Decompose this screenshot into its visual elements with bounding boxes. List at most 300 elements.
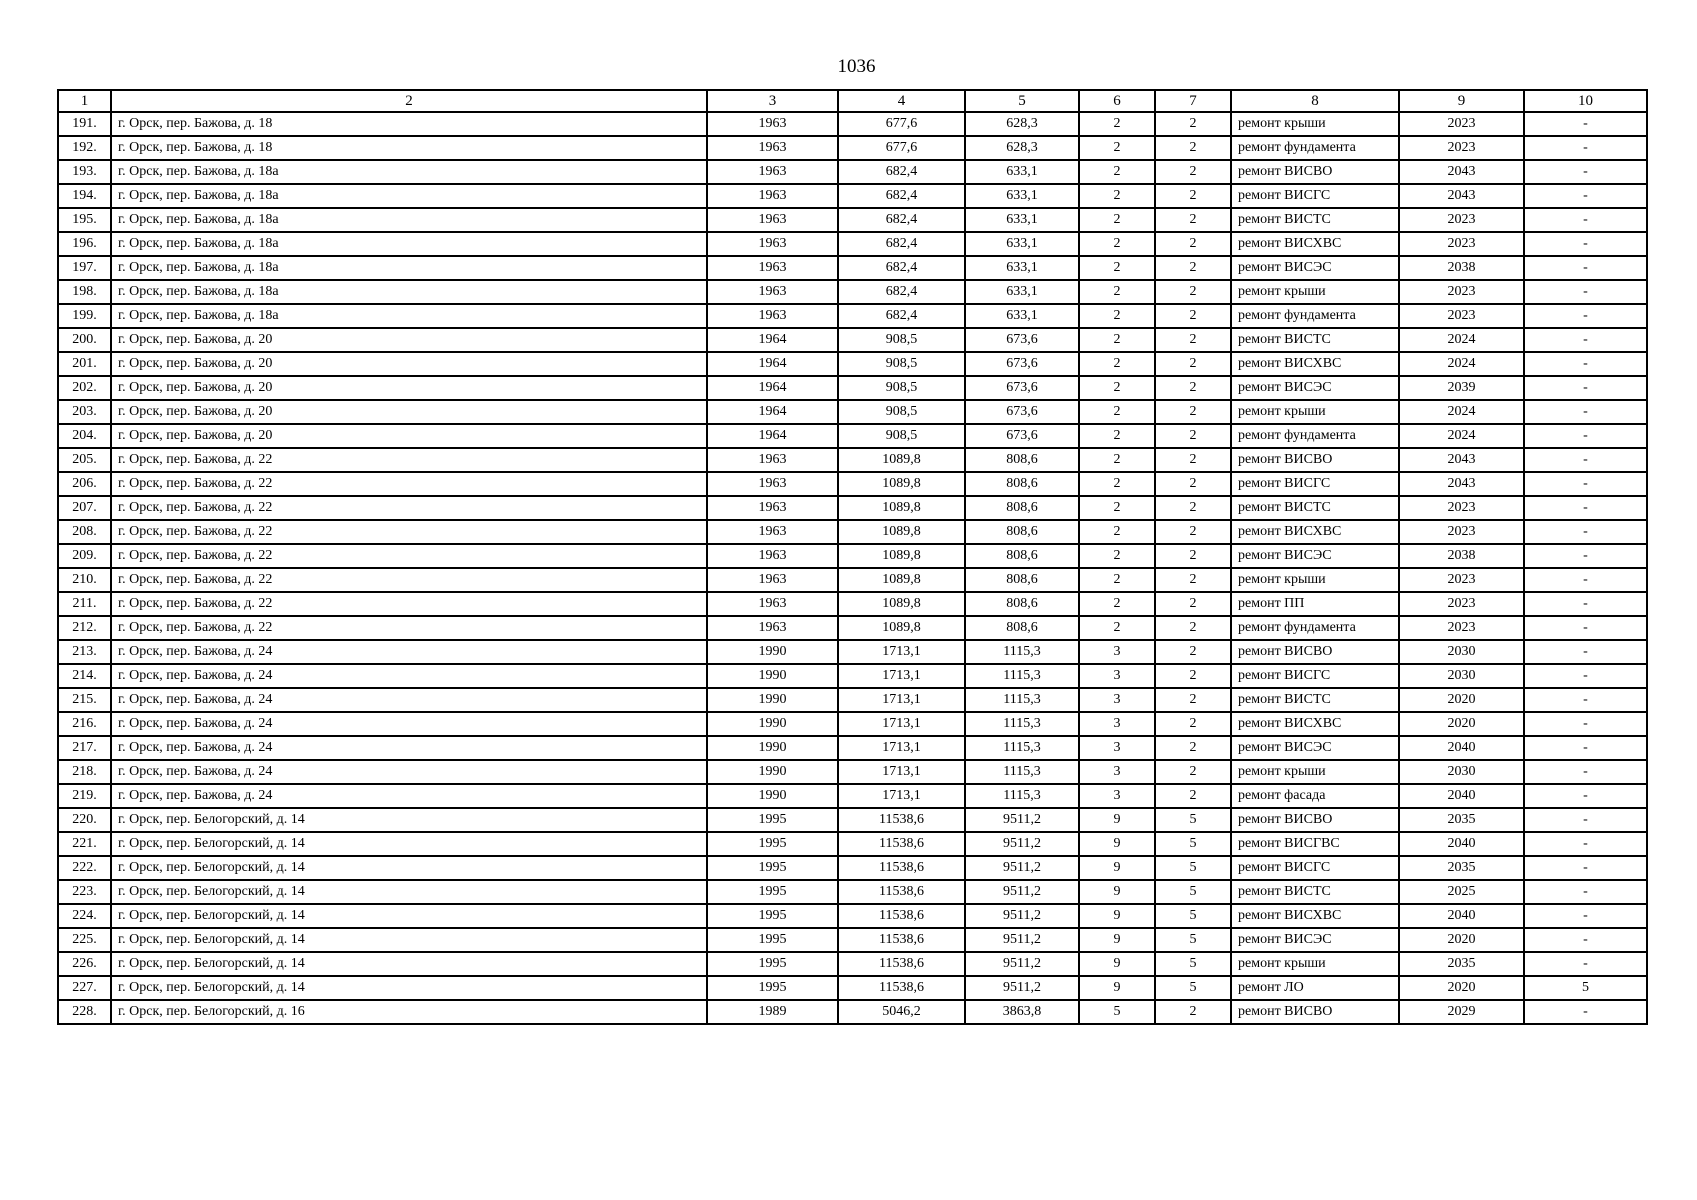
work-type-cell: ремонт ВИСГС xyxy=(1231,856,1399,880)
address-cell: г. Орск, пер. Бажова, д. 22 xyxy=(111,448,707,472)
row-number-cell: 211. xyxy=(58,592,111,616)
build-year-cell: 1963 xyxy=(707,304,838,328)
total-area-cell: 1713,1 xyxy=(838,712,965,736)
living-area-cell: 9511,2 xyxy=(965,976,1079,1000)
address-cell: г. Орск, пер. Бажова, д. 18а xyxy=(111,208,707,232)
planned-year-cell: 2023 xyxy=(1399,232,1524,256)
planned-year-cell: 2023 xyxy=(1399,208,1524,232)
table-row xyxy=(58,376,1647,400)
address-cell: г. Орск, пер. Бажова, д. 24 xyxy=(111,712,707,736)
planned-year-cell: 2043 xyxy=(1399,160,1524,184)
col-10-value-cell: - xyxy=(1524,376,1647,400)
living-area-cell: 9511,2 xyxy=(965,880,1079,904)
entrances-cell: 2 xyxy=(1155,520,1231,544)
table-row xyxy=(58,592,1647,616)
build-year-cell: 1995 xyxy=(707,880,838,904)
col-10-value-cell: - xyxy=(1524,472,1647,496)
living-area-cell: 808,6 xyxy=(965,496,1079,520)
address-cell: г. Орск, пер. Бажова, д. 20 xyxy=(111,400,707,424)
entrances-cell: 2 xyxy=(1155,208,1231,232)
row-number-cell: 222. xyxy=(58,856,111,880)
address-cell: г. Орск, пер. Белогорский, д. 14 xyxy=(111,952,707,976)
header-col-4: 4 xyxy=(838,90,965,112)
floors-cell: 9 xyxy=(1079,904,1155,928)
entrances-cell: 2 xyxy=(1155,736,1231,760)
table-row xyxy=(58,448,1647,472)
table-row xyxy=(58,928,1647,952)
table-row xyxy=(58,832,1647,856)
row-number-cell: 199. xyxy=(58,304,111,328)
table-row xyxy=(58,616,1647,640)
address-cell: г. Орск, пер. Бажова, д. 24 xyxy=(111,736,707,760)
work-type-cell: ремонт ВИСХВС xyxy=(1231,712,1399,736)
address-cell: г. Орск, пер. Бажова, д. 22 xyxy=(111,520,707,544)
floors-cell: 2 xyxy=(1079,256,1155,280)
col-10-value-cell: - xyxy=(1524,784,1647,808)
floors-cell: 2 xyxy=(1079,280,1155,304)
work-type-cell: ремонт ЛО xyxy=(1231,976,1399,1000)
row-number-cell: 191. xyxy=(58,112,111,136)
page-number: 1036 xyxy=(837,56,876,77)
work-type-cell: ремонт крыши xyxy=(1231,760,1399,784)
total-area-cell: 1089,8 xyxy=(838,568,965,592)
row-number-cell: 216. xyxy=(58,712,111,736)
row-number-cell: 221. xyxy=(58,832,111,856)
table-row xyxy=(58,856,1647,880)
row-number-cell: 214. xyxy=(58,664,111,688)
work-type-cell: ремонт крыши xyxy=(1231,400,1399,424)
work-type-cell: ремонт крыши xyxy=(1231,112,1399,136)
total-area-cell: 1713,1 xyxy=(838,760,965,784)
address-cell: г. Орск, пер. Белогорский, д. 14 xyxy=(111,904,707,928)
total-area-cell: 1089,8 xyxy=(838,448,965,472)
total-area-cell: 1089,8 xyxy=(838,544,965,568)
floors-cell: 2 xyxy=(1079,568,1155,592)
build-year-cell: 1964 xyxy=(707,352,838,376)
address-cell: г. Орск, пер. Бажова, д. 22 xyxy=(111,592,707,616)
table-row xyxy=(58,664,1647,688)
table-row xyxy=(58,976,1647,1000)
address-cell: г. Орск, пер. Белогорский, д. 14 xyxy=(111,928,707,952)
work-type-cell: ремонт ВИСЭС xyxy=(1231,544,1399,568)
address-cell: г. Орск, пер. Бажова, д. 18а xyxy=(111,280,707,304)
col-10-value-cell: - xyxy=(1524,856,1647,880)
living-area-cell: 633,1 xyxy=(965,280,1079,304)
col-10-value-cell: - xyxy=(1524,304,1647,328)
work-type-cell: ремонт ВИСГС xyxy=(1231,664,1399,688)
table-row xyxy=(58,400,1647,424)
table-row xyxy=(58,328,1647,352)
row-number-cell: 197. xyxy=(58,256,111,280)
entrances-cell: 2 xyxy=(1155,640,1231,664)
header-col-3: 3 xyxy=(707,90,838,112)
registry-table xyxy=(57,89,1648,1025)
floors-cell: 2 xyxy=(1079,592,1155,616)
row-number-cell: 202. xyxy=(58,376,111,400)
table-body xyxy=(58,112,1647,1024)
row-number-cell: 210. xyxy=(58,568,111,592)
living-area-cell: 633,1 xyxy=(965,160,1079,184)
table-row xyxy=(58,424,1647,448)
header-col-8: 8 xyxy=(1231,90,1399,112)
address-cell: г. Орск, пер. Белогорский, д. 16 xyxy=(111,1000,707,1024)
col-10-value-cell: - xyxy=(1524,880,1647,904)
header-col-1: 1 xyxy=(58,90,111,112)
total-area-cell: 1713,1 xyxy=(838,688,965,712)
floors-cell: 2 xyxy=(1079,544,1155,568)
planned-year-cell: 2020 xyxy=(1399,688,1524,712)
row-number-cell: 195. xyxy=(58,208,111,232)
total-area-cell: 908,5 xyxy=(838,400,965,424)
row-number-cell: 217. xyxy=(58,736,111,760)
row-number-cell: 224. xyxy=(58,904,111,928)
total-area-cell: 682,4 xyxy=(838,184,965,208)
planned-year-cell: 2020 xyxy=(1399,712,1524,736)
planned-year-cell: 2035 xyxy=(1399,952,1524,976)
row-number-cell: 212. xyxy=(58,616,111,640)
work-type-cell: ремонт ВИСТС xyxy=(1231,328,1399,352)
col-10-value-cell: - xyxy=(1524,640,1647,664)
entrances-cell: 5 xyxy=(1155,952,1231,976)
entrances-cell: 5 xyxy=(1155,832,1231,856)
col-10-value-cell: - xyxy=(1524,496,1647,520)
entrances-cell: 5 xyxy=(1155,880,1231,904)
living-area-cell: 673,6 xyxy=(965,328,1079,352)
address-cell: г. Орск, пер. Бажова, д. 22 xyxy=(111,496,707,520)
planned-year-cell: 2040 xyxy=(1399,904,1524,928)
floors-cell: 2 xyxy=(1079,208,1155,232)
entrances-cell: 2 xyxy=(1155,784,1231,808)
col-10-value-cell: - xyxy=(1524,280,1647,304)
planned-year-cell: 2023 xyxy=(1399,568,1524,592)
col-10-value-cell: - xyxy=(1524,184,1647,208)
build-year-cell: 1963 xyxy=(707,136,838,160)
living-area-cell: 3863,8 xyxy=(965,1000,1079,1024)
work-type-cell: ремонт крыши xyxy=(1231,952,1399,976)
living-area-cell: 1115,3 xyxy=(965,736,1079,760)
planned-year-cell: 2023 xyxy=(1399,496,1524,520)
entrances-cell: 2 xyxy=(1155,712,1231,736)
col-10-value-cell: - xyxy=(1524,952,1647,976)
table-row xyxy=(58,736,1647,760)
total-area-cell: 11538,6 xyxy=(838,952,965,976)
build-year-cell: 1990 xyxy=(707,688,838,712)
table-header xyxy=(58,90,1647,112)
planned-year-cell: 2023 xyxy=(1399,304,1524,328)
total-area-cell: 677,6 xyxy=(838,112,965,136)
table-row xyxy=(58,496,1647,520)
living-area-cell: 9511,2 xyxy=(965,856,1079,880)
planned-year-cell: 2038 xyxy=(1399,544,1524,568)
floors-cell: 2 xyxy=(1079,112,1155,136)
build-year-cell: 1963 xyxy=(707,184,838,208)
work-type-cell: ремонт крыши xyxy=(1231,280,1399,304)
living-area-cell: 673,6 xyxy=(965,376,1079,400)
address-cell: г. Орск, пер. Бажова, д. 20 xyxy=(111,328,707,352)
build-year-cell: 1963 xyxy=(707,616,838,640)
floors-cell: 9 xyxy=(1079,832,1155,856)
table-row xyxy=(58,184,1647,208)
floors-cell: 2 xyxy=(1079,328,1155,352)
planned-year-cell: 2020 xyxy=(1399,976,1524,1000)
row-number-cell: 207. xyxy=(58,496,111,520)
row-number-cell: 228. xyxy=(58,1000,111,1024)
build-year-cell: 1964 xyxy=(707,424,838,448)
col-10-value-cell: - xyxy=(1524,736,1647,760)
col-10-value-cell: - xyxy=(1524,232,1647,256)
planned-year-cell: 2030 xyxy=(1399,760,1524,784)
total-area-cell: 11538,6 xyxy=(838,832,965,856)
build-year-cell: 1963 xyxy=(707,160,838,184)
address-cell: г. Орск, пер. Белогорский, д. 14 xyxy=(111,976,707,1000)
entrances-cell: 2 xyxy=(1155,544,1231,568)
work-type-cell: ремонт ВИСВО xyxy=(1231,1000,1399,1024)
floors-cell: 3 xyxy=(1079,640,1155,664)
living-area-cell: 673,6 xyxy=(965,400,1079,424)
living-area-cell: 1115,3 xyxy=(965,688,1079,712)
build-year-cell: 1995 xyxy=(707,928,838,952)
table-row xyxy=(58,784,1647,808)
planned-year-cell: 2024 xyxy=(1399,328,1524,352)
row-number-cell: 225. xyxy=(58,928,111,952)
col-10-value-cell: - xyxy=(1524,328,1647,352)
planned-year-cell: 2040 xyxy=(1399,832,1524,856)
total-area-cell: 677,6 xyxy=(838,136,965,160)
entrances-cell: 2 xyxy=(1155,472,1231,496)
build-year-cell: 1995 xyxy=(707,976,838,1000)
address-cell: г. Орск, пер. Бажова, д. 22 xyxy=(111,616,707,640)
total-area-cell: 5046,2 xyxy=(838,1000,965,1024)
header-row xyxy=(58,90,1647,112)
build-year-cell: 1995 xyxy=(707,808,838,832)
living-area-cell: 9511,2 xyxy=(965,832,1079,856)
table-row xyxy=(58,904,1647,928)
row-number-cell: 193. xyxy=(58,160,111,184)
build-year-cell: 1995 xyxy=(707,832,838,856)
living-area-cell: 1115,3 xyxy=(965,640,1079,664)
work-type-cell: ремонт ВИСЭС xyxy=(1231,256,1399,280)
work-type-cell: ремонт ВИСТС xyxy=(1231,688,1399,712)
table-row xyxy=(58,136,1647,160)
build-year-cell: 1964 xyxy=(707,376,838,400)
floors-cell: 9 xyxy=(1079,928,1155,952)
planned-year-cell: 2024 xyxy=(1399,400,1524,424)
address-cell: г. Орск, пер. Бажова, д. 22 xyxy=(111,544,707,568)
header-col-9: 9 xyxy=(1399,90,1524,112)
col-10-value-cell: - xyxy=(1524,568,1647,592)
row-number-cell: 196. xyxy=(58,232,111,256)
address-cell: г. Орск, пер. Бажова, д. 20 xyxy=(111,352,707,376)
table-row xyxy=(58,208,1647,232)
work-type-cell: ремонт ВИСГВС xyxy=(1231,832,1399,856)
work-type-cell: ремонт ПП xyxy=(1231,592,1399,616)
total-area-cell: 908,5 xyxy=(838,352,965,376)
row-number-cell: 213. xyxy=(58,640,111,664)
work-type-cell: ремонт ВИСХВС xyxy=(1231,520,1399,544)
table-row xyxy=(58,880,1647,904)
row-number-cell: 194. xyxy=(58,184,111,208)
living-area-cell: 633,1 xyxy=(965,208,1079,232)
work-type-cell: ремонт ВИСВО xyxy=(1231,808,1399,832)
entrances-cell: 2 xyxy=(1155,112,1231,136)
entrances-cell: 2 xyxy=(1155,400,1231,424)
row-number-cell: 226. xyxy=(58,952,111,976)
work-type-cell: ремонт фундамента xyxy=(1231,304,1399,328)
floors-cell: 3 xyxy=(1079,736,1155,760)
col-10-value-cell: - xyxy=(1524,832,1647,856)
row-number-cell: 201. xyxy=(58,352,111,376)
col-10-value-cell: - xyxy=(1524,256,1647,280)
build-year-cell: 1963 xyxy=(707,472,838,496)
row-number-cell: 192. xyxy=(58,136,111,160)
entrances-cell: 5 xyxy=(1155,808,1231,832)
table-row xyxy=(58,256,1647,280)
total-area-cell: 682,4 xyxy=(838,208,965,232)
entrances-cell: 2 xyxy=(1155,256,1231,280)
planned-year-cell: 2043 xyxy=(1399,448,1524,472)
planned-year-cell: 2023 xyxy=(1399,280,1524,304)
living-area-cell: 9511,2 xyxy=(965,904,1079,928)
col-10-value-cell: - xyxy=(1524,112,1647,136)
planned-year-cell: 2023 xyxy=(1399,520,1524,544)
build-year-cell: 1963 xyxy=(707,232,838,256)
living-area-cell: 808,6 xyxy=(965,568,1079,592)
work-type-cell: ремонт ВИСТС xyxy=(1231,208,1399,232)
entrances-cell: 2 xyxy=(1155,328,1231,352)
living-area-cell: 628,3 xyxy=(965,112,1079,136)
work-type-cell: ремонт фундамента xyxy=(1231,616,1399,640)
planned-year-cell: 2025 xyxy=(1399,880,1524,904)
address-cell: г. Орск, пер. Бажова, д. 20 xyxy=(111,376,707,400)
table-row xyxy=(58,712,1647,736)
table-row xyxy=(58,280,1647,304)
address-cell: г. Орск, пер. Бажова, д. 18а xyxy=(111,184,707,208)
floors-cell: 2 xyxy=(1079,304,1155,328)
work-type-cell: ремонт ВИСЭС xyxy=(1231,928,1399,952)
planned-year-cell: 2040 xyxy=(1399,736,1524,760)
row-number-cell: 205. xyxy=(58,448,111,472)
table-row xyxy=(58,112,1647,136)
floors-cell: 3 xyxy=(1079,784,1155,808)
planned-year-cell: 2023 xyxy=(1399,592,1524,616)
living-area-cell: 808,6 xyxy=(965,592,1079,616)
total-area-cell: 11538,6 xyxy=(838,928,965,952)
living-area-cell: 9511,2 xyxy=(965,952,1079,976)
work-type-cell: ремонт ВИСВО xyxy=(1231,160,1399,184)
total-area-cell: 1713,1 xyxy=(838,640,965,664)
build-year-cell: 1963 xyxy=(707,448,838,472)
planned-year-cell: 2023 xyxy=(1399,112,1524,136)
col-10-value-cell: - xyxy=(1524,664,1647,688)
table-row xyxy=(58,160,1647,184)
entrances-cell: 2 xyxy=(1155,160,1231,184)
total-area-cell: 682,4 xyxy=(838,256,965,280)
entrances-cell: 2 xyxy=(1155,568,1231,592)
row-number-cell: 219. xyxy=(58,784,111,808)
entrances-cell: 2 xyxy=(1155,760,1231,784)
work-type-cell: ремонт фундамента xyxy=(1231,136,1399,160)
planned-year-cell: 2043 xyxy=(1399,472,1524,496)
floors-cell: 2 xyxy=(1079,376,1155,400)
entrances-cell: 2 xyxy=(1155,664,1231,688)
work-type-cell: ремонт ВИСВО xyxy=(1231,448,1399,472)
build-year-cell: 1963 xyxy=(707,280,838,304)
total-area-cell: 1089,8 xyxy=(838,520,965,544)
address-cell: г. Орск, пер. Белогорский, д. 14 xyxy=(111,808,707,832)
address-cell: г. Орск, пер. Бажова, д. 22 xyxy=(111,472,707,496)
living-area-cell: 633,1 xyxy=(965,304,1079,328)
total-area-cell: 908,5 xyxy=(838,328,965,352)
row-number-cell: 218. xyxy=(58,760,111,784)
living-area-cell: 1115,3 xyxy=(965,712,1079,736)
planned-year-cell: 2038 xyxy=(1399,256,1524,280)
build-year-cell: 1995 xyxy=(707,856,838,880)
work-type-cell: ремонт крыши xyxy=(1231,568,1399,592)
floors-cell: 2 xyxy=(1079,400,1155,424)
planned-year-cell: 2024 xyxy=(1399,352,1524,376)
build-year-cell: 1963 xyxy=(707,496,838,520)
col-10-value-cell: - xyxy=(1524,400,1647,424)
floors-cell: 3 xyxy=(1079,760,1155,784)
work-type-cell: ремонт ВИСТС xyxy=(1231,880,1399,904)
address-cell: г. Орск, пер. Бажова, д. 24 xyxy=(111,760,707,784)
planned-year-cell: 2029 xyxy=(1399,1000,1524,1024)
planned-year-cell: 2043 xyxy=(1399,184,1524,208)
entrances-cell: 5 xyxy=(1155,904,1231,928)
build-year-cell: 1963 xyxy=(707,544,838,568)
entrances-cell: 2 xyxy=(1155,1000,1231,1024)
entrances-cell: 2 xyxy=(1155,280,1231,304)
floors-cell: 2 xyxy=(1079,352,1155,376)
work-type-cell: ремонт ВИСТС xyxy=(1231,496,1399,520)
total-area-cell: 682,4 xyxy=(838,304,965,328)
build-year-cell: 1995 xyxy=(707,952,838,976)
build-year-cell: 1963 xyxy=(707,568,838,592)
address-cell: г. Орск, пер. Белогорский, д. 14 xyxy=(111,832,707,856)
living-area-cell: 1115,3 xyxy=(965,760,1079,784)
address-cell: г. Орск, пер. Бажова, д. 18 xyxy=(111,112,707,136)
entrances-cell: 5 xyxy=(1155,976,1231,1000)
address-cell: г. Орск, пер. Белогорский, д. 14 xyxy=(111,856,707,880)
work-type-cell: ремонт ВИСХВС xyxy=(1231,232,1399,256)
row-number-cell: 223. xyxy=(58,880,111,904)
address-cell: г. Орск, пер. Белогорский, д. 14 xyxy=(111,880,707,904)
living-area-cell: 808,6 xyxy=(965,616,1079,640)
entrances-cell: 2 xyxy=(1155,592,1231,616)
table-row xyxy=(58,472,1647,496)
build-year-cell: 1990 xyxy=(707,712,838,736)
floors-cell: 9 xyxy=(1079,952,1155,976)
living-area-cell: 673,6 xyxy=(965,352,1079,376)
total-area-cell: 1089,8 xyxy=(838,496,965,520)
entrances-cell: 2 xyxy=(1155,616,1231,640)
table-row xyxy=(58,808,1647,832)
build-year-cell: 1963 xyxy=(707,112,838,136)
total-area-cell: 682,4 xyxy=(838,232,965,256)
work-type-cell: ремонт ВИСЭС xyxy=(1231,376,1399,400)
entrances-cell: 2 xyxy=(1155,232,1231,256)
col-10-value-cell: - xyxy=(1524,760,1647,784)
entrances-cell: 2 xyxy=(1155,352,1231,376)
address-cell: г. Орск, пер. Бажова, д. 24 xyxy=(111,784,707,808)
col-10-value-cell: - xyxy=(1524,448,1647,472)
header-col-6: 6 xyxy=(1079,90,1155,112)
total-area-cell: 1713,1 xyxy=(838,736,965,760)
col-10-value-cell: - xyxy=(1524,160,1647,184)
entrances-cell: 2 xyxy=(1155,448,1231,472)
living-area-cell: 808,6 xyxy=(965,544,1079,568)
table-row xyxy=(58,640,1647,664)
